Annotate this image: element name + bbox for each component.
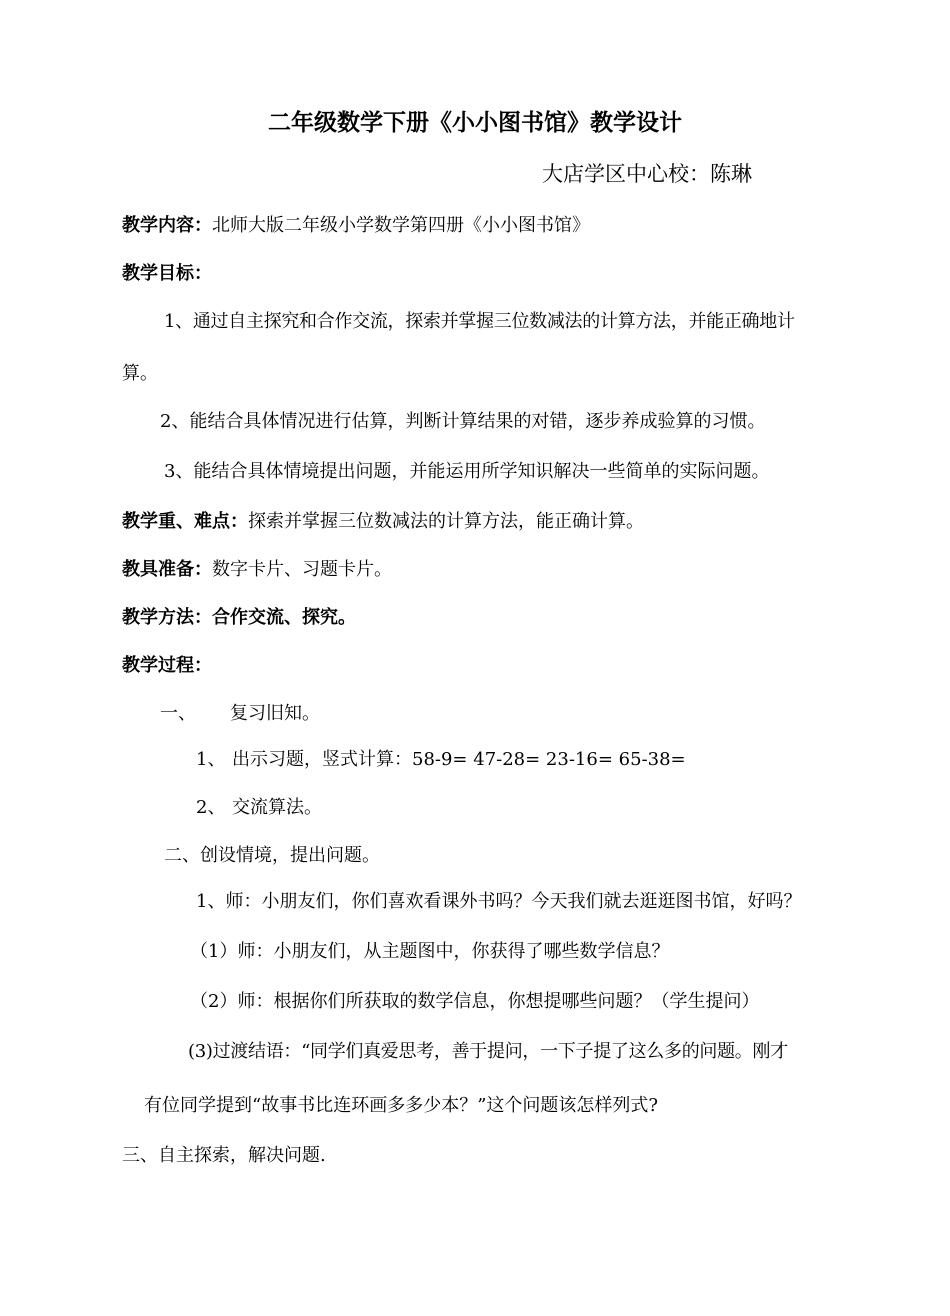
section-2-paragraph-2: （1）师：小朋友们，从主题图中，你获得了哪些数学信息？: [190, 941, 670, 962]
section-1-item-1: 出示习题，竖式计算：58-9= 47-28= 23-16= 65-38=: [232, 749, 686, 770]
teaching-method-label: 教学方法：: [122, 607, 212, 628]
teaching-process-heading: 教学过程：: [122, 655, 212, 676]
key-points: [122, 510, 644, 534]
goal-1-line-2: 算。: [122, 363, 158, 384]
section-1-item-2: 交流算法。: [232, 797, 322, 818]
section-1-item-2-number: 2、: [196, 797, 226, 818]
section-1-number: 一、: [160, 703, 196, 724]
teaching-method-text: 合作交流、探究。: [212, 607, 356, 628]
teaching-tools-text: 数字卡片、习题卡片。: [212, 559, 392, 580]
section-2-title: 二、创设情境，提出问题。: [164, 845, 380, 866]
key-points-label: 教学重、难点：: [122, 511, 248, 532]
teaching-content-text: 北师大版二年级小学数学第四册《小小图书馆》: [212, 215, 590, 236]
teaching-tools-label: 教具准备：: [122, 559, 212, 580]
section-2-paragraph-1: 1、师：小朋友们，你们喜欢看课外书吗？今天我们就去逛逛图书馆，好吗？: [196, 891, 802, 912]
teaching-process-label: [122, 654, 212, 678]
teaching-method: [122, 606, 356, 630]
author-line: 大店学区中心校：陈琳: [542, 162, 752, 186]
section-2-paragraph-3: （2）师：根据你们所获取的数学信息，你想提哪些问题？（学生提问）: [190, 991, 760, 1012]
document-title: 二年级数学下册《小小图书馆》教学设计: [268, 109, 682, 136]
goal-3: 3、能结合具体情境提出问题，并能运用所学知识解决一些简单的实际问题。: [164, 461, 770, 482]
goal-1-line-1: 1、通过自主探究和合作交流，探索并掌握三位数减法的计算方法，并能正确地计: [164, 311, 795, 332]
goal-2: 2、能结合具体情况进行估算，判断计算结果的对错，逐步养成验算的习惯。: [160, 411, 766, 432]
teaching-content-label: 教学内容：: [122, 215, 212, 236]
teaching-goals-heading: 教学目标：: [122, 263, 212, 284]
teaching-goals-label: [122, 262, 212, 286]
key-points-text: 探索并掌握三位数减法的计算方法，能正确计算。: [248, 511, 644, 532]
section-3-title: 三、自主探索，解决问题.: [122, 1145, 326, 1166]
section-2-paragraph-4-line-2: 有位同学提到“故事书比连环画多多少本？”这个问题该怎样列式?: [144, 1095, 659, 1116]
section-1-title: 复习旧知。: [230, 703, 320, 724]
teaching-content: [122, 214, 590, 238]
section-2-paragraph-4-line-1: (3)过渡结语：“同学们真爱思考，善于提问，一下子提了这么多的问题。刚才: [188, 1041, 788, 1062]
section-1-item-1-number: 1、: [196, 749, 226, 770]
teaching-tools: [122, 558, 392, 582]
